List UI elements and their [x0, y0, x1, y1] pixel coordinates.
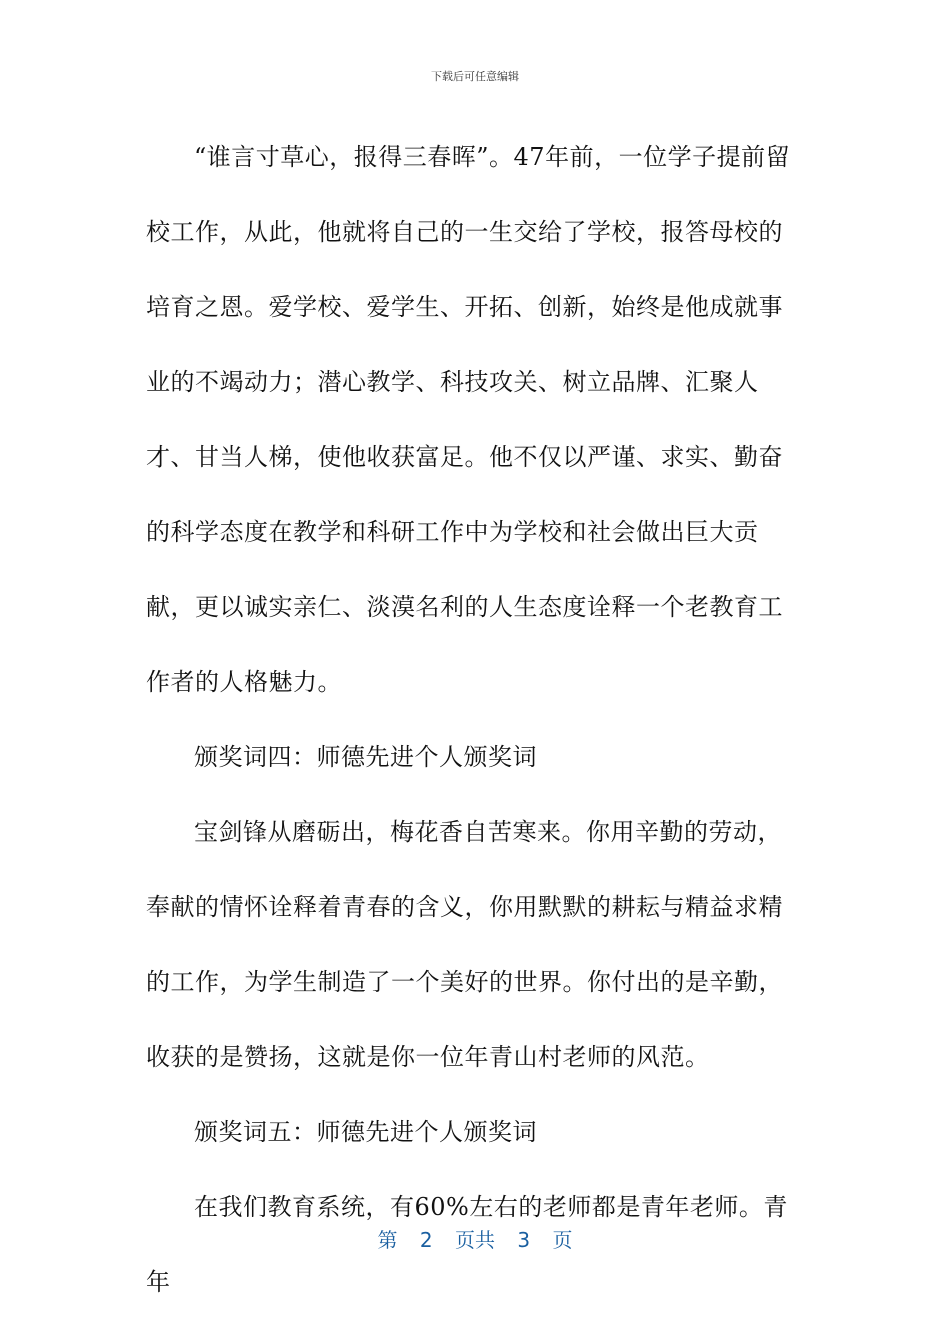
footer-label-before: 第	[377, 1228, 398, 1252]
footer-label-after: 页	[552, 1228, 573, 1252]
page-footer	[0, 1224, 950, 1253]
footer-total-pages: 3	[517, 1228, 531, 1252]
page-header: 下载后可任意编辑	[431, 70, 519, 83]
footer-label-middle: 页共	[455, 1228, 495, 1252]
footer-current-page: 2	[419, 1228, 433, 1252]
heading-award-five: 颁奖词五：师德先进个人颁奖词	[194, 1118, 537, 1146]
document-body	[146, 120, 796, 1320]
paragraph-award-three: “谁言寸草心，报得三春晖”。47年前，一位学子提前留校工作，从此，他就将自己的一生交给了学校，报答母校的培育之恩。爱学校、爱学生、开拓、创新，始终是他成就事业的不竭动力；潜心教学、科技攻关、树立品牌、汇聚人才、甘当人梯，使他收获富足。他不仅以严谨、求实、勤奋的科学态度在教学和科研工作中为学校和社会做出巨大贡献，更以诚实亲仁、淡漠名利的人生态度诠释一个老教育工作者的人格魅力。	[146, 143, 791, 696]
paragraph-award-five: 在我们教育系统，有60%左右的老师都是青年老师。青年	[146, 1193, 788, 1296]
heading-award-four: 颁奖词四：师德先进个人颁奖词	[194, 743, 537, 771]
paragraph-award-four: 宝剑锋从磨砺出，梅花香自苦寒来。你用辛勤的劳动，奉献的情怀诠释着青春的含义，你用默默的耕耘与精益求精的工作，为学生制造了一个美好的世界。你付出的是辛勤，收获的是赞扬，这就是你一位年青山村老师的风范。	[146, 818, 783, 1071]
